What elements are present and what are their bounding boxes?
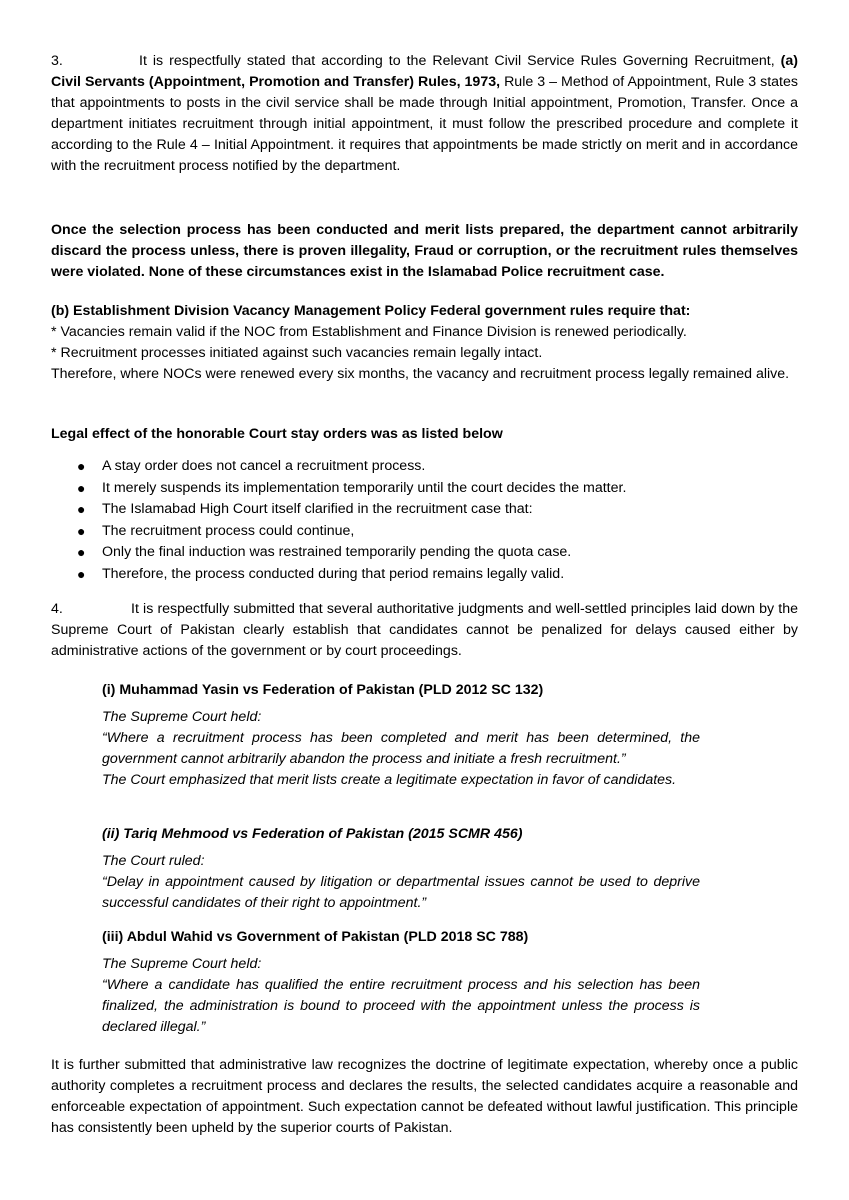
bullet-icon: ● <box>77 458 86 474</box>
rule-a-text: Rule 3 – Method of Appointment, Rule 3 states that appointments to posts in the civil service shall be made through Initial appointment, Promotion, Transfer. Once a department initiates recruitment through initial appointment, it must follow the prescribed procedure and complete it according to the Rule 4 – Initial Appointment. it requires that appointments be made strictly on merit and in accordance with the recruitment process notified by the department. <box>51 74 798 174</box>
case-1-note: The Court emphasized that merit lists create a legitimate expectation in favor of candidates. <box>102 772 677 788</box>
rule-b-block <box>51 301 798 385</box>
section-3-number: 3. <box>51 53 63 69</box>
section-3-paragraph <box>51 51 798 177</box>
bullet-icon: ● <box>77 522 86 539</box>
bullet-icon: ● <box>77 544 86 561</box>
bold-paragraph: Once the selection process has been conducted and merit lists prepared, the department cannot arbitrarily discard the process unless, there is proven illegality, Fraud or corruption, or the recruitment rules themselves were violated. None of these circumstances exist in the Islamabad Police recruitment case. <box>51 222 798 280</box>
case-3-lead: The Supreme Court held: <box>102 956 262 972</box>
case-2-title: (ii) Tariq Mehmood vs Federation of Pakistan (2015 SCMR 456) <box>102 826 523 842</box>
case-2-quote: “Delay in appointment caused by litigation or departmental issues cannot be used to deprive successful candidates of their right to appointment.” <box>102 874 700 911</box>
bullet-icon: ● <box>77 479 86 496</box>
bullet-icon: ● <box>77 501 86 518</box>
list-item: ● The recruitment process could continue, <box>77 521 777 543</box>
case-3 <box>102 927 700 1038</box>
case-2 <box>102 824 700 914</box>
section-4-number: 4. <box>51 601 63 617</box>
case-1-quote: “Where a recruitment process has been completed and merit has been determined, the government cannot arbitrarily abandon the process and initiate a fresh recruitment.” <box>102 730 700 767</box>
list-item: ● A stay order does not cancel a recruitment process. <box>77 456 777 478</box>
rule-b-heading: (b) Establishment Division Vacancy Management Policy Federal government rules require that: <box>51 303 691 319</box>
section-4-paragraph <box>51 599 798 662</box>
stay-points-list <box>77 456 777 586</box>
list-item: ● Therefore, the process conducted during that period remains legally valid. <box>77 564 777 586</box>
case-3-title: (iii) Abdul Wahid vs Government of Pakistan (PLD 2018 SC 788) <box>102 929 529 945</box>
case-2-lead: The Court ruled: <box>102 853 205 869</box>
rule-b-line-2: * Recruitment processes initiated against such vacancies remain legally intact. <box>51 345 543 361</box>
case-3-quote: “Where a candidate has qualified the entire recruitment process and his selection has been finalized, the administration is bound to proceed with the appointment unless the process is declared illegal.” <box>102 977 700 1035</box>
rule-b-line-1: * Vacancies remain valid if the NOC from Establishment and Finance Division is renewed periodically. <box>51 324 687 340</box>
case-1 <box>102 680 700 791</box>
rule-a-label: (a) Civil Servants (Appointment, Promotion and Transfer) Rules, 1973, <box>51 53 798 90</box>
rule-b-conclusion: Therefore, where NOCs were renewed every six months, the vacancy and recruitment process legally remained alive. <box>51 366 790 382</box>
closing-paragraph: It is further submitted that administrative law recognizes the doctrine of legitimate expectation, whereby once a public authority completes a recruitment process and declares the results, the selected candidates acquire a reasonable and enforceable expectation of appointment. Such expectation cannot be defeated without lawful justification. This principle has consistently been upheld by the superior courts of Pakistan. <box>51 1057 798 1136</box>
bullet-icon: ● <box>77 565 86 582</box>
list-item: ● The Islamabad High Court itself clarified in the recruitment case that: <box>77 499 777 521</box>
stay-heading: Legal effect of the honorable Court stay orders was as listed below <box>51 426 503 442</box>
section-4-intro: It is respectfully submitted that several authoritative judgments and well-settled principles laid down by the Supreme Court of Pakistan clearly establish that candidates cannot be penalized for delays caused either by administrative actions of the government or by court proceedings. <box>51 601 798 659</box>
case-1-lead: The Supreme Court held: <box>102 709 262 725</box>
list-item: ● It merely suspends its implementation temporarily until the court decides the matter. <box>77 478 777 500</box>
case-1-title: (i) Muhammad Yasin vs Federation of Pakistan (PLD 2012 SC 132) <box>102 682 544 698</box>
section-3-intro: It is respectfully stated that according to the Relevant Civil Service Rules Governing Recruitment, <box>139 53 775 69</box>
list-item: ● Only the final induction was restrained temporarily pending the quota case. <box>77 542 777 564</box>
